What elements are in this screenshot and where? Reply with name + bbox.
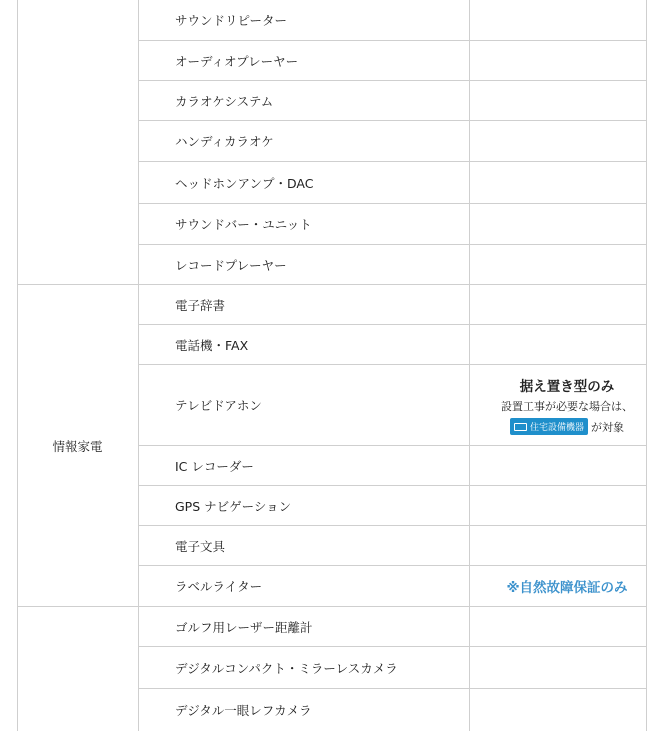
table-row-item: レコードプレーヤー xyxy=(175,257,287,273)
table-row-item: サウンドリピーター xyxy=(175,13,288,28)
doorphone-note xyxy=(470,365,664,445)
doorphone-note-line2 xyxy=(510,418,624,435)
table-row-item: 電子辞書 xyxy=(175,297,226,313)
doorphone-note-line1: 設置工事が必要な場合は、 xyxy=(501,400,633,413)
home-equipment-badge-label: 住宅設備機器 xyxy=(529,423,584,433)
category-info-appliances: 情報家電 xyxy=(52,438,103,454)
table-border-category xyxy=(138,0,139,731)
label-writer-note-text: ※自然故障保証のみ xyxy=(506,580,628,596)
table-row-item: カラオケシステム xyxy=(175,93,274,109)
table-row-item: テレビドアホン xyxy=(175,398,262,413)
table-row-item: GPS ナビゲーション xyxy=(175,498,292,514)
table-row-item: 電話機・FAX xyxy=(175,337,249,353)
table-row-item: IC レコーダー xyxy=(175,458,254,474)
table-row-item: デジタルコンパクト・ミラーレスカメラ xyxy=(175,660,398,676)
home-equipment-badge[interactable] xyxy=(510,418,588,435)
product-warranty-table xyxy=(17,0,647,731)
table-row-item: ヘッドホンアンプ・DAC xyxy=(175,175,314,191)
table-row-item: 電子文具 xyxy=(175,538,226,554)
doorphone-note-title: 据え置き型のみ xyxy=(519,379,615,395)
table-row-item: ラベルライター xyxy=(175,579,263,594)
table-row-item: ゴルフ用レーザー距離計 xyxy=(175,619,313,635)
table-row-item: デジタル一眼レフカメラ xyxy=(175,702,312,718)
label-writer-note xyxy=(470,566,664,606)
home-equipment-icon xyxy=(514,423,527,431)
table-row-item: サウンドバー・ユニット xyxy=(175,217,312,232)
table-row-item: ハンディカラオケ xyxy=(175,134,274,149)
doorphone-note-suffix: が対象 xyxy=(591,420,624,434)
table-row-item: オーディオプレーヤー xyxy=(175,53,299,69)
